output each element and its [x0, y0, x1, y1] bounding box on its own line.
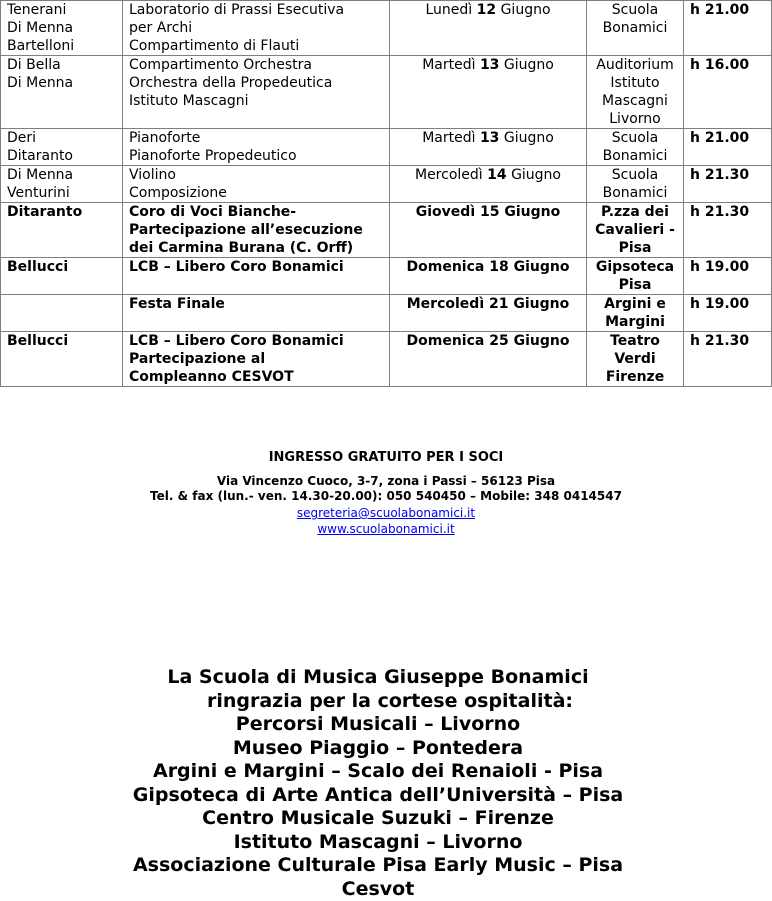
date-cell [390, 56, 587, 129]
website-link[interactable]: www.scuolabonamici.it [317, 522, 454, 536]
schedule-row [1, 166, 772, 203]
course-cell [123, 203, 390, 258]
school-address: Via Vincenzo Cuoco, 3-7, zona i Passi – 56123 Pisa [0, 473, 772, 490]
schedule-row [1, 295, 772, 332]
teacher-name: Di Bella [7, 56, 116, 74]
venue-cell [587, 166, 684, 203]
month: Giugno [504, 204, 560, 220]
day-number: 14 [487, 167, 506, 183]
venue-line: Firenze [593, 368, 677, 386]
thanks-block [0, 666, 756, 901]
teacher-name: Di Menna [7, 19, 116, 37]
course-cell [123, 56, 390, 129]
day-number: 15 [480, 204, 499, 220]
course-cell [123, 1, 390, 56]
day-number: 18 [489, 259, 508, 275]
course-line: Compartimento di Flauti [129, 37, 383, 55]
venue-line: Bonamici [593, 147, 677, 165]
course-line: dei Carmina Burana (C. Orff) [129, 239, 383, 257]
venue-line: Scuola [593, 166, 677, 184]
weekday: Giovedì [416, 204, 475, 220]
venue-cell [587, 1, 684, 56]
host-venue: Cesvot [0, 878, 756, 901]
schedule-row [1, 203, 772, 258]
venue-line: Margini [593, 313, 677, 331]
date-cell [390, 203, 587, 258]
date-cell [390, 129, 587, 166]
course-line: Partecipazione all’esecuzione [129, 221, 383, 239]
website-line [0, 521, 772, 538]
weekday: Martedì [422, 57, 475, 73]
teacher-cell [1, 258, 123, 295]
teacher-name: Di Menna [7, 74, 116, 92]
course-line: Laboratorio di Prassi Esecutiva [129, 1, 383, 19]
venue-cell [587, 129, 684, 166]
teacher-name: Venturini [7, 184, 116, 202]
day-number: 21 [489, 296, 508, 312]
venue-cell [587, 56, 684, 129]
course-line: Pianoforte [129, 129, 383, 147]
weekday: Domenica [407, 259, 485, 275]
weekday: Domenica [407, 333, 485, 349]
venue-line: Bonamici [593, 184, 677, 202]
date-cell [390, 332, 587, 387]
venue-cell [587, 295, 684, 332]
venue-line: Argini e [593, 295, 677, 313]
teacher-name: Ditaranto [7, 203, 116, 221]
month: Giugno [504, 130, 554, 146]
schedule-row [1, 258, 772, 295]
venue-line: Verdi [593, 350, 677, 368]
course-line: LCB – Libero Coro Bonamici [129, 332, 383, 350]
course-line: Partecipazione al [129, 350, 383, 368]
month: Giugno [514, 333, 570, 349]
course-line: Compartimento Orchestra [129, 56, 383, 74]
schedule-row [1, 129, 772, 166]
email-line [0, 505, 772, 522]
thanks-heading-line: ringrazia per la cortese ospitalità: [0, 690, 756, 714]
time-cell: h 21.00 [684, 129, 772, 166]
month: Giugno [504, 57, 554, 73]
weekday: Mercoledì [407, 296, 484, 312]
venue-line: Bonamici [593, 19, 677, 37]
venue-line: Istituto [593, 74, 677, 92]
month: Giugno [501, 2, 551, 18]
course-line: Istituto Mascagni [129, 92, 383, 110]
teacher-name: Di Menna [7, 166, 116, 184]
venue-line: Mascagni [593, 92, 677, 110]
course-line: Violino [129, 166, 383, 184]
host-venue: Associazione Culturale Pisa Early Music – Pisa [0, 854, 756, 878]
venue-line: Auditorium [593, 56, 677, 74]
school-phone: Tel. & fax (lun.- ven. 14.30-20.00): 050 540450 – Mobile: 348 0414547 [0, 488, 772, 505]
course-line: Orchestra della Propedeutica [129, 74, 383, 92]
teacher-cell [1, 332, 123, 387]
course-cell [123, 129, 390, 166]
venue-line: P.zza dei [593, 203, 677, 221]
time-cell: h 21.00 [684, 1, 772, 56]
host-venue: Centro Musicale Suzuki – Firenze [0, 807, 756, 831]
course-line: per Archi [129, 19, 383, 37]
course-line: Composizione [129, 184, 383, 202]
month: Giugno [511, 167, 561, 183]
course-cell [123, 166, 390, 203]
month: Giugno [514, 259, 570, 275]
venue-line: Scuola [593, 129, 677, 147]
free-entry-notice: INGRESSO GRATUITO PER I SOCI [0, 449, 772, 466]
venue-line: Scuola [593, 1, 677, 19]
teacher-name: Bellucci [7, 258, 116, 276]
teacher-cell [1, 203, 123, 258]
schedule-row [1, 332, 772, 387]
time-cell: h 21.30 [684, 203, 772, 258]
host-venue: Istituto Mascagni – Livorno [0, 831, 756, 855]
venue-line: Pisa [593, 239, 677, 257]
course-line: Coro di Voci Bianche- [129, 203, 383, 221]
day-number: 13 [480, 57, 499, 73]
day-number: 12 [477, 2, 496, 18]
month: Giugno [513, 296, 569, 312]
venue-line: Gipsoteca [593, 258, 677, 276]
venue-cell [587, 203, 684, 258]
weekday: Martedì [422, 130, 475, 146]
course-line: LCB – Libero Coro Bonamici [129, 258, 383, 276]
teacher-name: Tenerani [7, 1, 116, 19]
course-line: Festa Finale [129, 295, 383, 313]
schedule-row [1, 1, 772, 56]
date-cell [390, 295, 587, 332]
weekday: Mercoledì [415, 167, 483, 183]
email-link[interactable]: segreteria@scuolabonamici.it [297, 506, 475, 520]
teacher-name: Deri [7, 129, 116, 147]
time-cell: h 19.00 [684, 258, 772, 295]
teacher-cell [1, 166, 123, 203]
course-cell [123, 332, 390, 387]
venue-line: Teatro [593, 332, 677, 350]
thanks-heading-line: La Scuola di Musica Giuseppe Bonamici [0, 666, 756, 690]
schedule-body [1, 1, 772, 387]
host-venue: Museo Piaggio – Pontedera [0, 737, 756, 761]
teacher-name: Ditaranto [7, 147, 116, 165]
venue-cell [587, 258, 684, 295]
time-cell: h 21.30 [684, 332, 772, 387]
schedule-row [1, 56, 772, 129]
time-cell: h 19.00 [684, 295, 772, 332]
date-cell [390, 258, 587, 295]
host-venue: Gipsoteca di Arte Antica dell’Università – Pisa [0, 784, 756, 808]
venue-line: Livorno [593, 110, 677, 128]
teacher-cell [1, 295, 123, 332]
schedule-table [0, 0, 772, 387]
day-number: 13 [480, 130, 499, 146]
teacher-cell [1, 56, 123, 129]
venue-line: Cavalieri - [593, 221, 677, 239]
host-venue: Percorsi Musicali – Livorno [0, 713, 756, 737]
course-cell [123, 258, 390, 295]
venue-line: Pisa [593, 276, 677, 294]
teacher-name: Bartelloni [7, 37, 116, 55]
teacher-name: Bellucci [7, 332, 116, 350]
course-cell [123, 295, 390, 332]
host-venue: Argini e Margini – Scalo dei Renaioli - Pisa [0, 760, 756, 784]
course-line: Compleanno CESVOT [129, 368, 383, 386]
date-cell [390, 1, 587, 56]
day-number: 25 [489, 333, 508, 349]
teacher-cell [1, 129, 123, 166]
date-cell [390, 166, 587, 203]
time-cell: h 16.00 [684, 56, 772, 129]
course-line: Pianoforte Propedeutico [129, 147, 383, 165]
weekday: Lunedì [425, 2, 472, 18]
venue-cell [587, 332, 684, 387]
teacher-cell [1, 1, 123, 56]
time-cell: h 21.30 [684, 166, 772, 203]
